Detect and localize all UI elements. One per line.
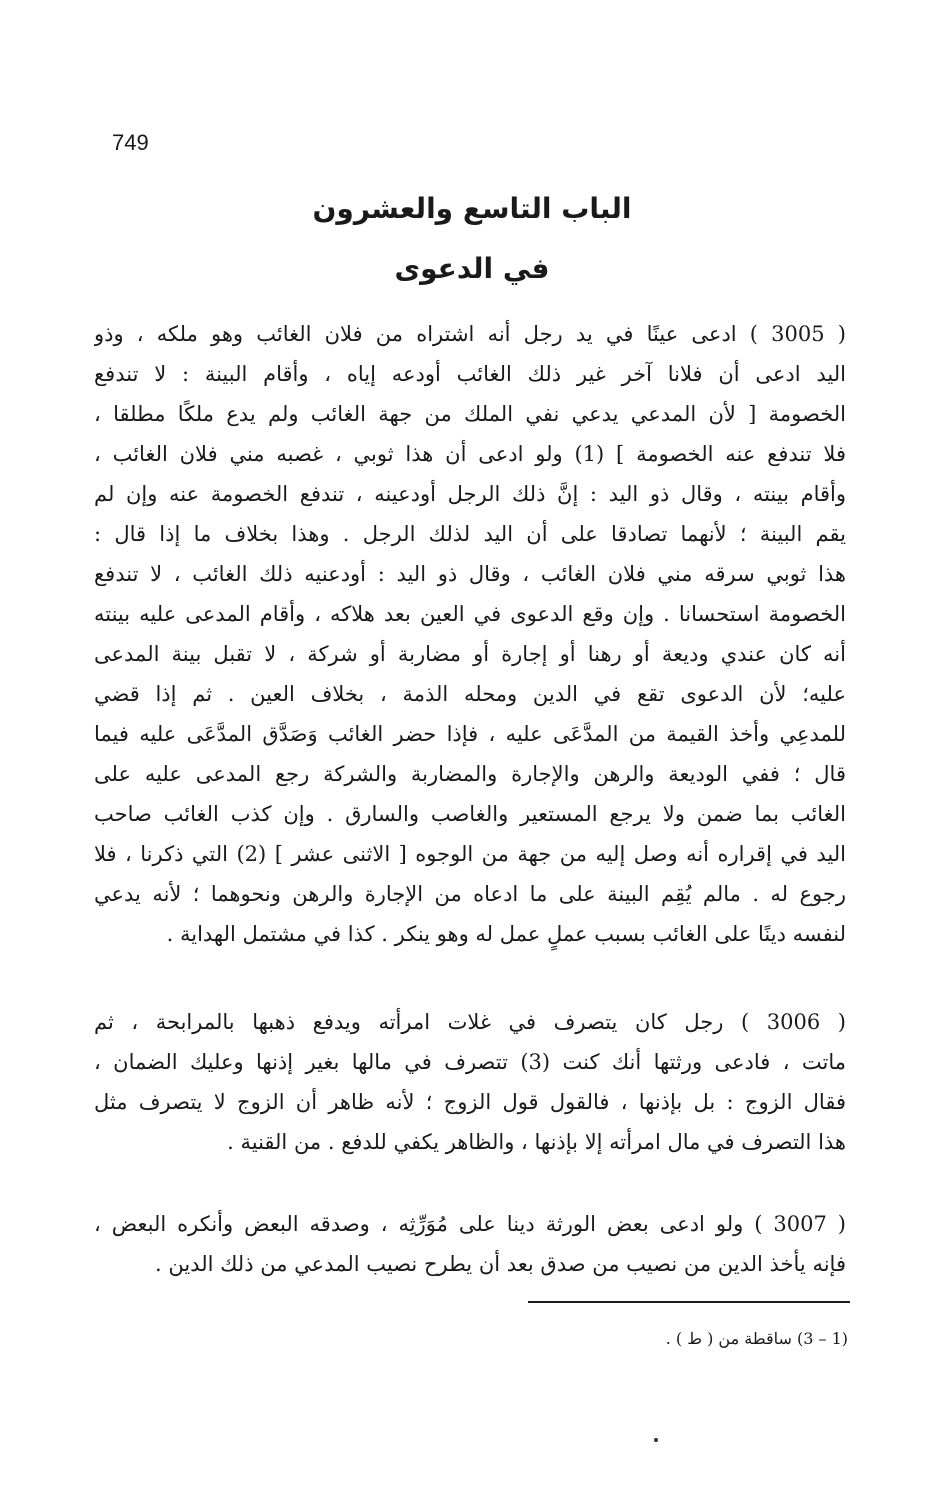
text-line: الخصومة [ لأن المدعي يدعي نفي الملك من جهة الغائب ولم يدع ملكًا مطلقا ، [94,402,846,426]
text-line: عليه؛ لأن الدعوى تقع في الدين ومحله الذمة ، بخلاف العين . ثم إذا قضي [94,682,846,706]
page-number: 749 [112,130,149,155]
text-line: ( 3006 ) رجل كان يتصرف في غلات امرأته ويدفع ذهبها بالمرابحة ، ثم [94,1010,846,1034]
text-line: هذا التصرف في مال امرأته إلا بإذنها ، والظاهر يكفي للدفع . من القنية . [227,1130,846,1154]
text-line: رجوع له . مالم يُقِم البينة على ما ادعاه من الإجارة والرهن ونحوهما ؛ لأنه يدعي [94,882,846,906]
text-line: فلا تندفع عنه الخصومة ] (1) ولو ادعى أن هذا ثوبي ، غصبه مني فلان الغائب ، [94,442,846,466]
text-line: قال ؛ ففي الوديعة والرهن والإجارة والمضاربة والشركة رجع المدعى عليه على [94,762,846,786]
text-line: اليد ادعى أن فلانا آخر غير ذلك الغائب أودعه إياه ، وأقام البينة : لا تندفع [94,362,846,386]
print-speck [654,1438,658,1442]
entry-3005 [94,314,846,954]
chapter-subtitle: في الدعوى [394,252,550,285]
footnote-divider [528,1301,850,1303]
text-line: ( 3005 ) ادعى عينًا في يد رجل أنه اشتراه من فلان الغائب وهو ملكه ، وذو [94,322,846,346]
text-line: لنفسه دينًا على الغائب بسبب عملٍ عمل له وهو ينكر . كذا في مشتمل الهداية . [166,922,846,946]
text-line: الخصومة استحسانا . وإن وقع الدعوى في العين بعد هلاكه ، وأقام المدعى عليه بينته [94,602,846,626]
chapter-title: الباب التاسع والعشرون [312,192,632,225]
text-line: يقم البينة ؛ لأنهما تصادقا على أن اليد لذلك الرجل . وهذا بخلاف ما إذا قال : [94,522,846,546]
footnote: (1 – 3) ساقطة من ( ط ) . [665,1329,848,1348]
text-line: فإنه يأخذ الدين من نصيب من صدق بعد أن يطرح نصيب المدعي من ذلك الدين . [155,1252,846,1276]
text-line: وأقام بينته ، وقال ذو اليد : إنَّ ذلك الرجل أودعينه ، تندفع الخصومة عنه وإن لم [94,482,846,506]
entry-3006 [94,1002,846,1162]
text-line: الغائب بما ضمن ولا يرجع المستعير والغاصب والسارق . وإن كذب الغائب صاحب [94,802,846,826]
text-line: هذا ثوبي سرقه مني فلان الغائب ، وقال ذو اليد : أودعنيه ذلك الغائب ، لا تندفع [94,562,846,586]
text-line: فقال الزوج : بل بإذنها ، فالقول قول الزوج ؛ لأنه ظاهر أن الزوج لا يتصرف مثل [94,1090,846,1114]
entry-3007 [94,1204,846,1284]
text-line: اليد في إقراره أنه وصل إليه من جهة من الوجوه [ الاثنى عشر ] (2) التي ذكرنا ، فلا [94,842,846,866]
text-line: أنه كان عندي وديعة أو رهنا أو إجارة أو مضاربة أو شركة ، لا تقبل بينة المدعى [94,642,846,666]
text-line: للمدعِي وأخذ القيمة من المدَّعَى عليه ، فإذا حضر الغائب وَصَدَّق المدَّعَى عليه فيما [94,722,846,746]
text-line: ماتت ، فادعى ورثتها أنك كنت (3) تتصرف في مالها بغير إذنها وعليك الضمان ، [94,1050,846,1074]
text-line: ( 3007 ) ولو ادعى بعض الورثة دينا على مُوَرِّثِه ، وصدقه البعض وأنكره البعض ، [94,1212,846,1236]
